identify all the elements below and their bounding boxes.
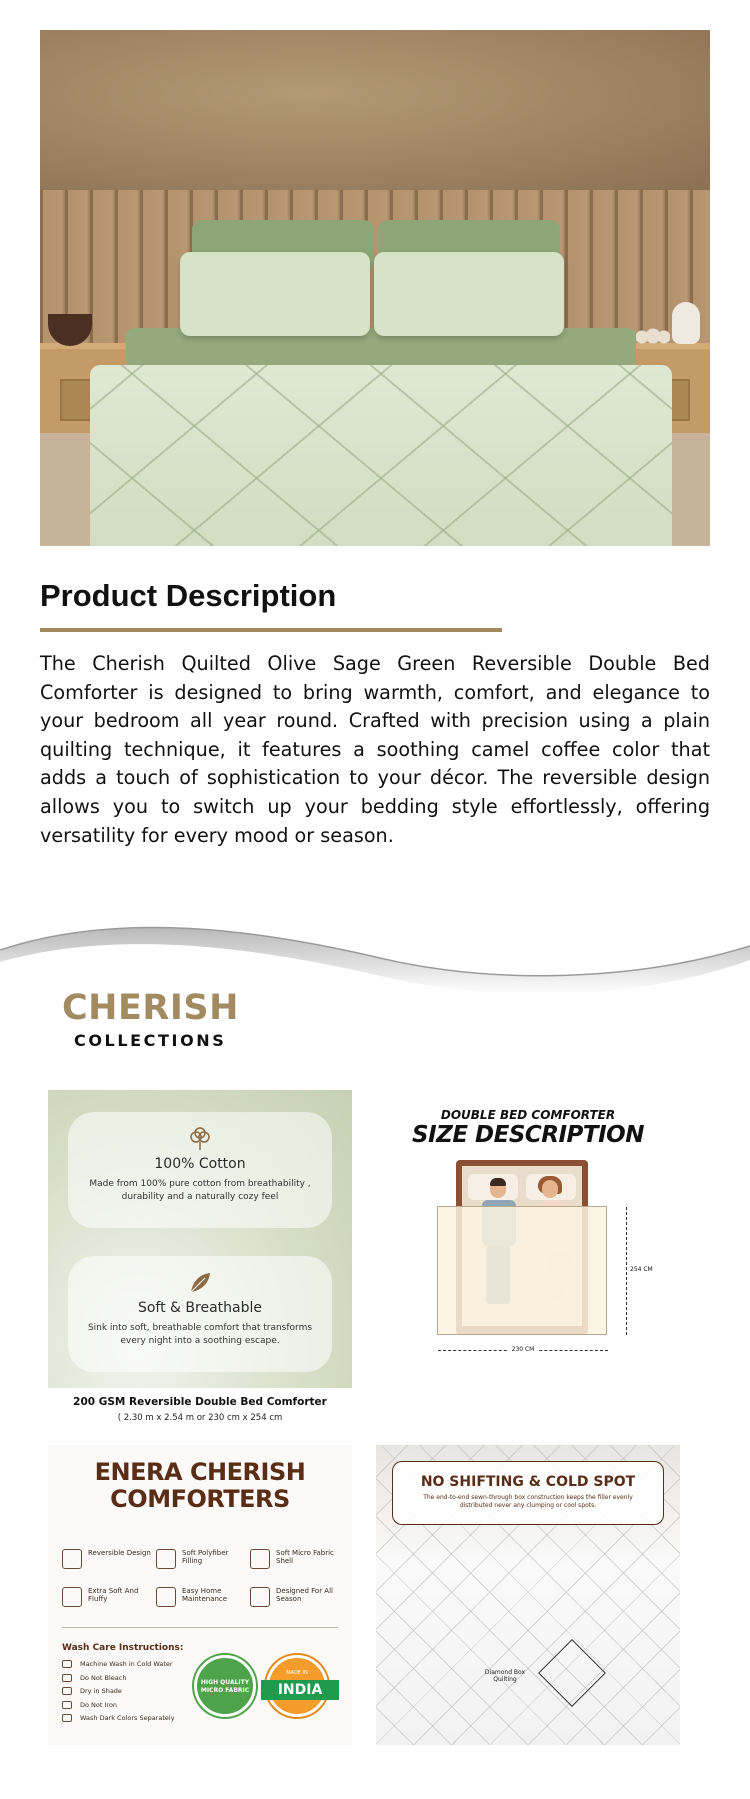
- all-season-icon: [250, 1587, 270, 1607]
- quality-seal-badge: [194, 1655, 256, 1717]
- product-description-title: Product Description: [40, 578, 337, 613]
- made-in-india-badge: [266, 1655, 328, 1717]
- feature-text: Sink into soft, breathable comfort that transforms every night into a soothing escape.: [87, 1323, 313, 1346]
- feature-label: Soft Polyfiber Filling: [182, 1549, 229, 1565]
- cotton-icon: [187, 1126, 213, 1152]
- enera-title-line1: ENERA CHERISH: [94, 1458, 306, 1486]
- wash-care-text: Do Not Iron: [80, 1700, 118, 1709]
- no-shifting-text: The end-to-end sewn-through box construction keeps the filler evenly distributed never any clumping or cool spots.: [423, 1494, 633, 1509]
- size-kicker: DOUBLE BED COMFORTER: [440, 1108, 616, 1122]
- feature-breathable: [68, 1256, 332, 1372]
- decor-vase: [672, 302, 700, 344]
- no-bleach-icon: [62, 1674, 72, 1682]
- enera-card: [48, 1445, 352, 1745]
- features-card-caption: 200 GSM Reversible Double Bed Comforter: [73, 1396, 327, 1408]
- feature-cotton: [68, 1112, 332, 1228]
- title-underline: [40, 628, 502, 632]
- wash-care-item: [62, 1673, 175, 1687]
- feature-polyfiber: [156, 1545, 248, 1579]
- height-label: 254 CM: [630, 1266, 653, 1273]
- man-figure-hair: [490, 1178, 506, 1186]
- wash-care-text: Do Not Bleach: [80, 1673, 127, 1682]
- woman-figure-head: [542, 1180, 558, 1198]
- width-label-wrap: [438, 1346, 608, 1353]
- diamond-box-label: Diamond Box Quilting: [484, 1669, 526, 1683]
- feature-title: 100% Cotton: [154, 1156, 246, 1172]
- no-shifting-banner: [392, 1461, 664, 1525]
- feature-reversible: [62, 1545, 154, 1579]
- wash-divider: [62, 1627, 338, 1628]
- pillow-left: [180, 252, 370, 336]
- polyfiber-icon: [156, 1549, 176, 1569]
- product-description-text: The Cherish Quilted Olive Sage Green Reversible Double Bed Comforter is designed to bring warmth, comfort, and elegance to your bedroom all year round. Crafted with precision using a plain quilting technique, it features a soothing camel coffee color that adds a touch of sophistication to your décor. The reversible design allows you to switch up your bedding style effortlessly, offering versatility for every mood or season.: [40, 652, 710, 847]
- feature-label: Extra Soft And Fluffy: [88, 1587, 139, 1603]
- feature-all-season: [250, 1583, 342, 1617]
- wash-care-item: [62, 1713, 175, 1727]
- enera-title: [48, 1459, 352, 1513]
- height-dimension-line: [626, 1207, 627, 1335]
- wash-care-item: [62, 1686, 175, 1700]
- pillow-right: [374, 252, 564, 336]
- wash-care-list: [62, 1659, 175, 1727]
- dry-shade-icon: [62, 1687, 72, 1695]
- quality-seal-text: HIGH QUALITY MICRO FABRIC: [200, 1679, 250, 1694]
- feature-text: Made from 100% pure cotton from breathability , durability and a naturally cozy feel: [89, 1179, 311, 1202]
- comforter-outline: [437, 1206, 607, 1335]
- wash-care-text: Machine Wash in Cold Water: [80, 1660, 173, 1668]
- decor-stones: [636, 328, 670, 344]
- features-card-subcaption: ( 2.30 m x 2.54 m or 230 cm x 254 cm: [117, 1413, 283, 1423]
- feature-label: Designed For All Season: [276, 1587, 333, 1603]
- feature-label: Easy Home Maintenance: [182, 1587, 228, 1603]
- brand-logo-sub: COLLECTIONS: [74, 1031, 227, 1050]
- no-iron-icon: [62, 1701, 72, 1709]
- width-label: 230 CM: [509, 1346, 538, 1353]
- no-shifting-title: NO SHIFTING & COLD SPOT: [420, 1474, 636, 1490]
- feather-icon: [62, 1587, 82, 1607]
- feature-maintenance: [156, 1583, 248, 1617]
- leaf-icon: [187, 1270, 213, 1296]
- feature-label: Soft Micro Fabric Shell: [276, 1549, 334, 1565]
- quilt-card: [376, 1445, 680, 1745]
- quilted-comforter: [90, 365, 672, 546]
- feature-label: Reversible Design: [88, 1549, 151, 1557]
- wash-care-text: Wash Dark Colors Separately: [80, 1714, 175, 1722]
- enera-title-line2: COMFORTERS: [110, 1485, 290, 1513]
- hero-product-image: [40, 30, 710, 546]
- wash-care-item: [62, 1659, 175, 1673]
- wash-separately-icon: [62, 1714, 72, 1722]
- made-in-india-text: INDIA: [261, 1680, 339, 1700]
- wash-care-item: [62, 1700, 175, 1714]
- reversible-icon: [62, 1549, 82, 1569]
- size-card: [376, 1090, 680, 1400]
- machine-wash-icon: [62, 1660, 72, 1668]
- size-title: SIZE DESCRIPTION: [412, 1122, 644, 1148]
- feature-micro-fabric: [250, 1545, 342, 1579]
- micro-fabric-icon: [250, 1549, 270, 1569]
- diamond-box-highlight: [538, 1639, 606, 1707]
- brand-logo-name: CHERISH: [62, 988, 239, 1028]
- feature-fluffy: [62, 1583, 154, 1617]
- home-maintenance-icon: [156, 1587, 176, 1607]
- wash-care-text: Dry in Shade: [80, 1687, 122, 1695]
- feature-title: Soft & Breathable: [137, 1300, 263, 1316]
- features-card: [48, 1090, 352, 1388]
- wall-backdrop: [40, 30, 710, 190]
- made-in-small-text: MADE IN: [286, 1670, 308, 1676]
- wash-care-title: Wash Care Instructions:: [62, 1643, 184, 1653]
